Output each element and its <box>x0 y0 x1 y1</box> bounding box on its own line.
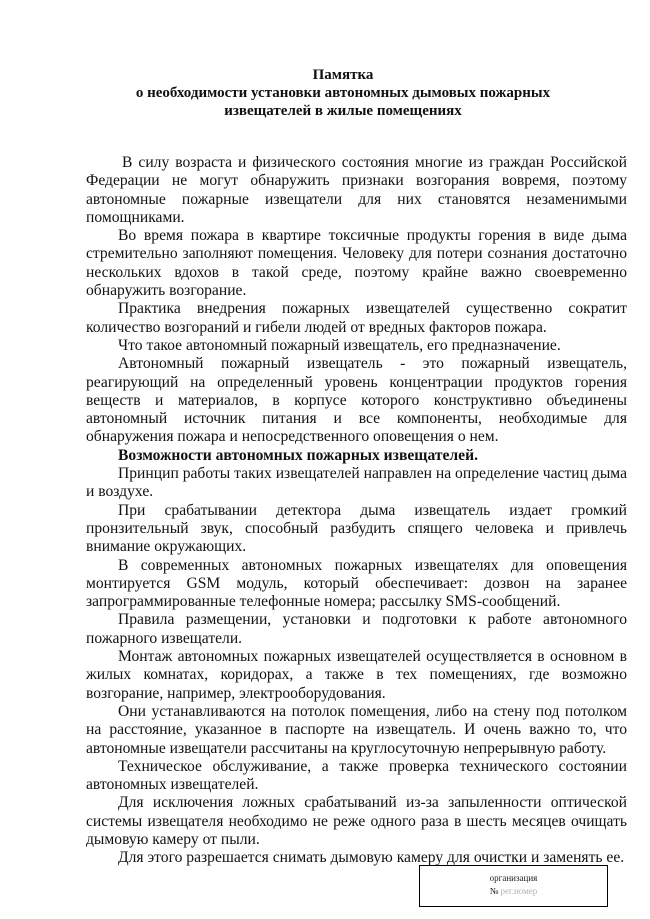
paragraph-rules: Правила размещении, установки и подготовки к работе автономного пожарного извещатели. <box>86 611 627 647</box>
registration-line <box>420 885 607 898</box>
paragraph-cleaning: Для исключения ложных срабатываний из-за запыленности оптической системы извещателя необходимо не реже одного раза в шесть месяцев очищать дымовую камеру от пыли. <box>86 794 627 848</box>
organization-stamp <box>419 865 608 907</box>
paragraph-alarm-sound: При срабатывании детектора дыма извещатель издает громкий пронзительный звук, способный разбудить спящего человека и привлечь внимание окружающих. <box>86 501 627 556</box>
paragraph-intro: В силу возраста и физического состояния многие из граждан Российской Федерации не могут обнаружить признаки возгорания вовремя, поэтому автономные пожарные извещатели для них становятся незаменимыми помощниками. <box>86 154 627 226</box>
document-body <box>86 154 627 868</box>
paragraph-practice: Практика внедрения пожарных извещателей существенно сократит количество возгораний и гибели людей от вредных факторов пожара. <box>86 300 627 336</box>
registration-number-placeholder: рег.номер <box>500 886 538 896</box>
paragraph-principle: Принцип работы таких извещателей направлен на определение частиц дыма и воздухе. <box>86 465 627 501</box>
paragraph-maintenance: Техническое обслуживание, а также проверка технического состоянии автономных извещателей. <box>86 757 627 794</box>
paragraph-definition-question: Что такое автономный пожарный извещатель, его предназначение. <box>118 336 561 354</box>
document-title <box>0 66 650 120</box>
title-line-1: Памятка <box>312 67 374 83</box>
paragraph-replacement: Для этого разрешается снимать дымовую камеру для очистки и заменять ее. <box>118 849 625 867</box>
paragraph-definition: Автономный пожарный извещатель - это пожарный извещатель, реагирующий на определенный уровень концентрации продуктов горения веществ и материалов, в корпусе которого конструктивно объединены автономный источник питания и все компоненты, необходимые для обнаружения пожара и непосредственного оповещения о нем. <box>86 355 627 446</box>
number-sign: № <box>489 886 499 896</box>
paragraph-mounting: Монтаж автономных пожарных извещателей осуществляется в основном в жилых комнатах, коридорах, а также в тех помещениях, где возможно возгорание, например, электрооборудования. <box>86 648 627 702</box>
organization-label: организация <box>489 873 538 883</box>
title-line-2: о необходимости установки автономных дымовых пожарных <box>135 85 551 101</box>
title-line-3: извещателей в жилые помещениях <box>224 103 462 119</box>
paragraph-gsm: В современных автономных пожарных извещателях для оповещения монтируется GSM модуль, который обеспечивает: дозвон на заранее запрограммированные телефонные номера; рассылку SMS-сообщений. <box>86 556 627 611</box>
paragraph-installation: Они устанавливаются на потолок помещения, либо на стену под потолком на расстояние, указанное в паспорте на извещатель. И очень важно то, что автономные извещатели рассчитаны на круглосуточную непрерывную работу. <box>86 702 627 757</box>
paragraph-smoke-danger: Во время пожара в квартире токсичные продукты горения в виде дыма стремительно заполняют помещения. Человеку для потери сознания достаточно нескольких вдохов в такой среде, поэтому крайне важно своевременно обнаружить возгорание. <box>86 227 627 300</box>
section-heading-capabilities: Возможности автономных пожарных извещателей. <box>118 446 478 464</box>
